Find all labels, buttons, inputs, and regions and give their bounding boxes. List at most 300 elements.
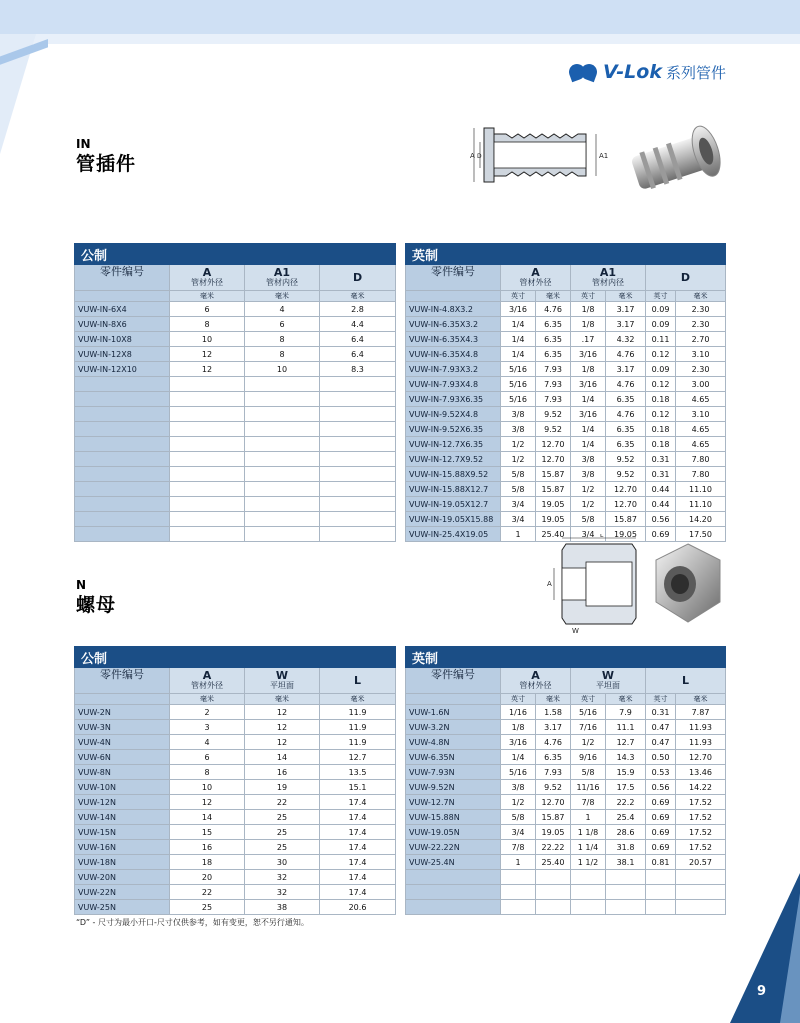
- value-cell: [606, 885, 646, 900]
- value-cell: 11/16: [571, 780, 606, 795]
- value-cell: 13.5: [320, 765, 396, 780]
- value-cell: 0.69: [646, 795, 676, 810]
- value-cell: 6.35: [536, 347, 571, 362]
- value-cell: 10: [245, 362, 320, 377]
- value-cell: 0.81: [646, 855, 676, 870]
- value-cell: 0.12: [646, 347, 676, 362]
- value-cell: 17.5: [606, 780, 646, 795]
- value-cell: 4: [245, 302, 320, 317]
- table-row: [406, 422, 726, 437]
- value-cell: 1/2: [571, 482, 606, 497]
- part-number-cell: [406, 885, 501, 900]
- value-cell: 0.09: [646, 302, 676, 317]
- unit-cell: [406, 694, 501, 705]
- value-cell: 3/16: [571, 377, 606, 392]
- value-cell: 14.3: [606, 750, 646, 765]
- col-l-header: L: [646, 668, 726, 694]
- table-row: [406, 362, 726, 377]
- svg-text:A: A: [547, 580, 552, 588]
- value-cell: 5/16: [501, 377, 536, 392]
- value-cell: 2.30: [676, 362, 726, 377]
- value-cell: 17.4: [320, 870, 396, 885]
- corner-decoration-bottom-light: [780, 893, 800, 1023]
- part-number-cell: VUW-2N: [75, 705, 170, 720]
- value-cell: [320, 497, 396, 512]
- value-cell: 4.65: [676, 437, 726, 452]
- value-cell: 1/4: [501, 347, 536, 362]
- table-row: [406, 870, 726, 885]
- value-cell: 12.70: [606, 497, 646, 512]
- value-cell: 9.52: [536, 780, 571, 795]
- value-cell: [245, 482, 320, 497]
- col-w-header: W 平坦面: [571, 668, 646, 694]
- part-number-cell: VUW-22N: [75, 885, 170, 900]
- value-cell: [245, 527, 320, 542]
- table-row: [406, 900, 726, 915]
- value-cell: 5/16: [501, 362, 536, 377]
- value-cell: 7.80: [676, 467, 726, 482]
- logo-mark-icon: [569, 62, 599, 82]
- table-row: [75, 825, 396, 840]
- value-cell: 3/4: [571, 527, 606, 542]
- table-title: 公制: [75, 647, 396, 668]
- table-row: [406, 347, 726, 362]
- value-cell: 7.93: [536, 392, 571, 407]
- value-cell: [676, 885, 726, 900]
- value-cell: [320, 512, 396, 527]
- unit-cell: 英寸: [501, 694, 536, 705]
- value-cell: [320, 377, 396, 392]
- value-cell: 8: [245, 347, 320, 362]
- table-row: [75, 720, 396, 735]
- value-cell: 18: [170, 855, 245, 870]
- value-cell: 1 1/2: [571, 855, 606, 870]
- table-title: 公制: [75, 244, 396, 265]
- value-cell: 19.05: [536, 497, 571, 512]
- svg-text:A: A: [470, 152, 475, 160]
- unit-cell: 毫米: [676, 694, 726, 705]
- part-number-cell: VUW-4.8N: [406, 735, 501, 750]
- table-row: [75, 467, 396, 482]
- value-cell: [320, 437, 396, 452]
- table-row: [75, 810, 396, 825]
- value-cell: 5/16: [501, 765, 536, 780]
- value-cell: [245, 377, 320, 392]
- svg-text:A1: A1: [599, 152, 609, 160]
- table-row: [406, 780, 726, 795]
- value-cell: 3.17: [606, 302, 646, 317]
- value-cell: [536, 885, 571, 900]
- value-cell: 1/8: [571, 362, 606, 377]
- part-number-cell: VUW-22.22N: [406, 840, 501, 855]
- part-number-cell: VUW-6N: [75, 750, 170, 765]
- value-cell: 12: [170, 347, 245, 362]
- unit-cell: 毫米: [170, 291, 245, 302]
- value-cell: 17.52: [676, 825, 726, 840]
- unit-cell: 毫米: [320, 694, 396, 705]
- table-row: [75, 347, 396, 362]
- value-cell: [320, 482, 396, 497]
- table-row: [75, 885, 396, 900]
- value-cell: 0.12: [646, 377, 676, 392]
- value-cell: 12.70: [606, 482, 646, 497]
- value-cell: [170, 467, 245, 482]
- part-number-cell: VUW-IN-10X8: [75, 332, 170, 347]
- unit-cell: 英寸: [571, 291, 606, 302]
- value-cell: 0.69: [646, 840, 676, 855]
- value-cell: 1/4: [571, 392, 606, 407]
- table-row: [75, 840, 396, 855]
- unit-cell: [75, 291, 170, 302]
- value-cell: 1 1/8: [571, 825, 606, 840]
- svg-text:D: D: [477, 153, 482, 160]
- value-cell: 7.93: [536, 362, 571, 377]
- part-number-cell: VUW-IN-12.7X6.35: [406, 437, 501, 452]
- value-cell: 20.57: [676, 855, 726, 870]
- value-cell: 1/8: [571, 317, 606, 332]
- part-number-cell: VUW-IN-9.52X6.35: [406, 422, 501, 437]
- part-number-cell: [75, 497, 170, 512]
- part-number-cell: VUW-10N: [75, 780, 170, 795]
- value-cell: 7.9: [606, 705, 646, 720]
- insert-product-photo: [620, 122, 732, 202]
- value-cell: 17.52: [676, 810, 726, 825]
- col-d-header: D: [646, 265, 726, 291]
- value-cell: 20: [170, 870, 245, 885]
- value-cell: 3/8: [571, 467, 606, 482]
- value-cell: 0.56: [646, 780, 676, 795]
- value-cell: [501, 885, 536, 900]
- value-cell: [606, 900, 646, 915]
- part-number-cell: VUW-IN-19.05X12.7: [406, 497, 501, 512]
- n-metric-table: [74, 646, 396, 915]
- part-number-cell: VUW-6.35N: [406, 750, 501, 765]
- value-cell: [320, 452, 396, 467]
- value-cell: 12.7: [320, 750, 396, 765]
- value-cell: 6.4: [320, 347, 396, 362]
- value-cell: 7.87: [676, 705, 726, 720]
- value-cell: 22.2: [606, 795, 646, 810]
- table-row: [75, 317, 396, 332]
- unit-cell: 英寸: [501, 291, 536, 302]
- section-n-title: 螺母: [76, 594, 117, 616]
- value-cell: 25: [245, 810, 320, 825]
- value-cell: 1 1/4: [571, 840, 606, 855]
- value-cell: 17.4: [320, 840, 396, 855]
- table-row: [406, 795, 726, 810]
- value-cell: 0.47: [646, 720, 676, 735]
- value-cell: 20.6: [320, 900, 396, 915]
- part-number-cell: VUW-1.6N: [406, 705, 501, 720]
- value-cell: 19.05: [536, 512, 571, 527]
- table-row: [406, 482, 726, 497]
- value-cell: [245, 497, 320, 512]
- value-cell: 3.17: [606, 362, 646, 377]
- part-number-cell: VUW-IN-7.93X3.2: [406, 362, 501, 377]
- table-row: [406, 885, 726, 900]
- value-cell: 5/8: [571, 512, 606, 527]
- value-cell: 17.4: [320, 885, 396, 900]
- value-cell: 3/16: [501, 735, 536, 750]
- table-row: [406, 467, 726, 482]
- value-cell: 6.35: [606, 422, 646, 437]
- value-cell: 14: [245, 750, 320, 765]
- value-cell: 11.9: [320, 735, 396, 750]
- value-cell: 0.09: [646, 317, 676, 332]
- value-cell: 22.22: [536, 840, 571, 855]
- value-cell: [170, 407, 245, 422]
- value-cell: 0.56: [646, 512, 676, 527]
- part-number-header: 零件编号: [75, 668, 170, 694]
- part-number-cell: VUW-3.2N: [406, 720, 501, 735]
- value-cell: 1/2: [501, 437, 536, 452]
- value-cell: 1/4: [571, 422, 606, 437]
- part-number-cell: VUW-3N: [75, 720, 170, 735]
- value-cell: 3.10: [676, 407, 726, 422]
- value-cell: 0.09: [646, 362, 676, 377]
- value-cell: 0.44: [646, 482, 676, 497]
- value-cell: 8.3: [320, 362, 396, 377]
- unit-cell: 毫米: [170, 694, 245, 705]
- value-cell: 6: [245, 317, 320, 332]
- nut-product-photo: [648, 538, 728, 630]
- unit-cell: 毫米: [536, 694, 571, 705]
- part-number-cell: [75, 437, 170, 452]
- value-cell: 7/16: [571, 720, 606, 735]
- table-row: [75, 392, 396, 407]
- insert-technical-drawing: [466, 120, 612, 190]
- value-cell: [320, 392, 396, 407]
- part-number-cell: VUW-IN-6.35X4.3: [406, 332, 501, 347]
- part-number-cell: [75, 392, 170, 407]
- value-cell: 7.93: [536, 377, 571, 392]
- value-cell: [170, 437, 245, 452]
- part-number-cell: VUW-IN-12X8: [75, 347, 170, 362]
- svg-text:W: W: [572, 627, 579, 634]
- nut-technical-drawing: [544, 534, 644, 634]
- value-cell: 12: [245, 735, 320, 750]
- col-a-header: A 管材外径: [501, 265, 571, 291]
- value-cell: [571, 870, 606, 885]
- value-cell: 25: [170, 900, 245, 915]
- value-cell: 4.76: [536, 302, 571, 317]
- table-row: [406, 825, 726, 840]
- part-number-header: 零件编号: [406, 668, 501, 694]
- part-number-cell: [75, 377, 170, 392]
- value-cell: 1/8: [501, 720, 536, 735]
- table-row: [406, 437, 726, 452]
- value-cell: [676, 870, 726, 885]
- value-cell: [245, 392, 320, 407]
- value-cell: 4: [170, 735, 245, 750]
- value-cell: 1/2: [501, 795, 536, 810]
- part-number-cell: VUW-IN-25.4X19.05: [406, 527, 501, 542]
- part-number-cell: [75, 482, 170, 497]
- value-cell: 3/8: [501, 407, 536, 422]
- in-metric-table: [74, 243, 396, 542]
- table-row: [75, 735, 396, 750]
- value-cell: 12: [170, 795, 245, 810]
- table-row: [406, 512, 726, 527]
- value-cell: 4.76: [606, 407, 646, 422]
- value-cell: 5/16: [501, 392, 536, 407]
- table-row: [406, 317, 726, 332]
- value-cell: 0.31: [646, 705, 676, 720]
- table-row: [406, 452, 726, 467]
- value-cell: 1/2: [571, 735, 606, 750]
- value-cell: [245, 512, 320, 527]
- svg-text:L: L: [600, 534, 604, 539]
- value-cell: 38.1: [606, 855, 646, 870]
- value-cell: 2.70: [676, 332, 726, 347]
- table-row: [75, 900, 396, 915]
- value-cell: 5/8: [501, 467, 536, 482]
- part-number-cell: VUW-IN-15.88X12.7: [406, 482, 501, 497]
- table-row: [75, 765, 396, 780]
- value-cell: 28.6: [606, 825, 646, 840]
- col-a-header: A 管材外径: [170, 265, 245, 291]
- value-cell: 15.87: [536, 467, 571, 482]
- value-cell: 12: [245, 720, 320, 735]
- table-row: [75, 362, 396, 377]
- value-cell: [676, 900, 726, 915]
- part-number-cell: VUW-19.05N: [406, 825, 501, 840]
- value-cell: 1/2: [501, 452, 536, 467]
- value-cell: 19: [245, 780, 320, 795]
- value-cell: 15.1: [320, 780, 396, 795]
- value-cell: 3/16: [571, 347, 606, 362]
- unit-cell: [406, 291, 501, 302]
- value-cell: 5/8: [571, 765, 606, 780]
- value-cell: [646, 870, 676, 885]
- value-cell: [320, 467, 396, 482]
- table-row: [75, 795, 396, 810]
- value-cell: 3/16: [571, 407, 606, 422]
- value-cell: 0.18: [646, 422, 676, 437]
- table-row: [406, 377, 726, 392]
- section-in-code: IN: [76, 137, 91, 151]
- value-cell: 0.18: [646, 437, 676, 452]
- value-cell: 9/16: [571, 750, 606, 765]
- value-cell: 2.30: [676, 317, 726, 332]
- value-cell: 5/8: [501, 482, 536, 497]
- col-a1-header: A1 管材内径: [571, 265, 646, 291]
- part-number-cell: [75, 512, 170, 527]
- value-cell: 25: [245, 825, 320, 840]
- value-cell: 1/4: [501, 750, 536, 765]
- value-cell: 8: [170, 765, 245, 780]
- part-number-cell: VUW-15.88N: [406, 810, 501, 825]
- value-cell: 11.93: [676, 735, 726, 750]
- value-cell: 25: [245, 840, 320, 855]
- value-cell: 2.8: [320, 302, 396, 317]
- value-cell: 14.20: [676, 512, 726, 527]
- table-row: [406, 765, 726, 780]
- part-number-cell: [406, 900, 501, 915]
- value-cell: 1/16: [501, 705, 536, 720]
- value-cell: 6.35: [606, 437, 646, 452]
- value-cell: [170, 392, 245, 407]
- table-row: [75, 407, 396, 422]
- value-cell: 4.65: [676, 392, 726, 407]
- value-cell: 4.76: [536, 735, 571, 750]
- value-cell: [571, 900, 606, 915]
- value-cell: 1/4: [571, 437, 606, 452]
- value-cell: 11.10: [676, 497, 726, 512]
- value-cell: 8: [245, 332, 320, 347]
- value-cell: 3/4: [501, 825, 536, 840]
- part-number-cell: [75, 407, 170, 422]
- value-cell: 12.70: [536, 452, 571, 467]
- value-cell: 15.87: [536, 482, 571, 497]
- unit-cell: 英寸: [646, 694, 676, 705]
- part-number-cell: VUW-IN-6X4: [75, 302, 170, 317]
- part-number-cell: [75, 422, 170, 437]
- part-number-cell: VUW-IN-8X6: [75, 317, 170, 332]
- value-cell: 10: [170, 332, 245, 347]
- value-cell: 0.69: [646, 810, 676, 825]
- value-cell: 6: [170, 302, 245, 317]
- value-cell: 17.4: [320, 795, 396, 810]
- vlok-logo: [569, 61, 726, 83]
- value-cell: 3.00: [676, 377, 726, 392]
- value-cell: [501, 900, 536, 915]
- part-number-cell: [75, 527, 170, 542]
- value-cell: 5/16: [571, 705, 606, 720]
- value-cell: [170, 512, 245, 527]
- part-number-cell: VUW-IN-15.88X9.52: [406, 467, 501, 482]
- value-cell: 0.18: [646, 392, 676, 407]
- col-a-header: A 管材外径: [170, 668, 245, 694]
- value-cell: 6.35: [536, 332, 571, 347]
- value-cell: [245, 422, 320, 437]
- value-cell: 4.76: [606, 377, 646, 392]
- value-cell: [646, 885, 676, 900]
- value-cell: 25.4: [606, 810, 646, 825]
- value-cell: 11.9: [320, 720, 396, 735]
- unit-cell: 毫米: [320, 291, 396, 302]
- value-cell: 0.69: [646, 825, 676, 840]
- value-cell: 1: [501, 855, 536, 870]
- table-row: [75, 750, 396, 765]
- value-cell: 0.50: [646, 750, 676, 765]
- col-d-header: D: [320, 265, 396, 291]
- value-cell: 8: [170, 317, 245, 332]
- value-cell: 19.05: [606, 527, 646, 542]
- value-cell: 25.40: [536, 527, 571, 542]
- value-cell: 3/4: [501, 512, 536, 527]
- value-cell: 12.70: [536, 795, 571, 810]
- value-cell: 0.47: [646, 735, 676, 750]
- value-cell: [320, 527, 396, 542]
- table-row: [75, 332, 396, 347]
- value-cell: 0.69: [646, 527, 676, 542]
- table-row: [75, 870, 396, 885]
- value-cell: 0.31: [646, 452, 676, 467]
- value-cell: 2: [170, 705, 245, 720]
- part-number-cell: VUW-25.4N: [406, 855, 501, 870]
- in-imperial-table: [405, 243, 726, 542]
- value-cell: [170, 527, 245, 542]
- unit-cell: 毫米: [536, 291, 571, 302]
- value-cell: 0.44: [646, 497, 676, 512]
- value-cell: 32: [245, 885, 320, 900]
- table-row: [406, 302, 726, 317]
- value-cell: 12.7: [606, 735, 646, 750]
- value-cell: 0.53: [646, 765, 676, 780]
- table-row: [406, 840, 726, 855]
- part-number-cell: [75, 467, 170, 482]
